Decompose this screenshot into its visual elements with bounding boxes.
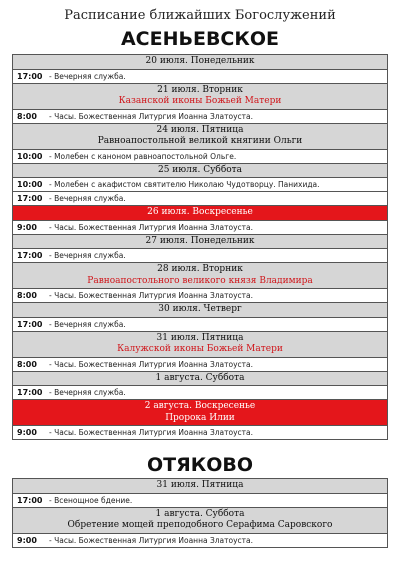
service-time: 10:00 (17, 151, 43, 161)
service-time: 8:00 (17, 111, 37, 121)
service-time: 9:00 (17, 428, 37, 437)
service-row (13, 386, 387, 400)
service-row (13, 494, 387, 508)
day-header-row (13, 235, 387, 250)
service-description: - Часы. Божественная Литургия Иоанна Златоуста. (49, 535, 254, 545)
day-date: 25 июля. Суббота (157, 164, 243, 175)
service-time: 10:00 (17, 180, 43, 189)
day-date: 24 июля. Пятница (156, 124, 244, 135)
service-description: - Вечерняя служба. (49, 388, 126, 397)
feast-name: Пророка Илии (165, 412, 235, 423)
day-date: 26 июля. Воскресенье (147, 207, 253, 217)
day-date: 1 августа. Суббота (155, 372, 245, 383)
page-title: Расписание ближайших Богослужений (64, 8, 336, 23)
day-date: 30 июля. Четверг (158, 304, 242, 314)
service-time: 17:00 (17, 194, 43, 203)
service-description: - Вечерняя служба. (49, 71, 126, 81)
day-header-row (13, 332, 387, 358)
service-row (13, 178, 387, 192)
service-row (13, 289, 387, 303)
day-header-row (13, 479, 387, 494)
day-header-row (13, 508, 387, 534)
feast-name: Казанской иконы Божьей Матери (118, 96, 282, 106)
day-header-row (13, 372, 387, 387)
day-date: 1 августа. Суббота (155, 508, 245, 519)
day-date: 2 августа. Воскресенье (144, 401, 256, 411)
service-description: - Всенощное бдение. (49, 495, 133, 505)
service-time: 9:00 (17, 222, 37, 232)
service-time: 17:00 (17, 71, 43, 81)
service-time: 17:00 (17, 388, 43, 397)
service-time: 17:00 (17, 251, 43, 260)
section-title-asenevskoe: АСЕНЬЕВСКОЕ (120, 28, 280, 50)
service-row (13, 110, 387, 124)
service-time: 8:00 (17, 291, 37, 300)
day-date: 31 июля. Пятница (156, 480, 244, 490)
service-time: 17:00 (17, 495, 43, 505)
service-description: - Молебен с акафистом святителю Николаю Чудотворцу. Панихида. (49, 180, 320, 189)
feast-name: Обретение мощей преподобного Серафима Саровского (67, 520, 333, 530)
service-time: 8:00 (17, 359, 37, 369)
schedule-table-otyakovo (12, 478, 388, 548)
service-row (13, 318, 387, 332)
service-description: - Часы. Божественная Литургия Иоанна Златоуста. (49, 359, 254, 369)
service-description: - Вечерняя служба. (49, 319, 126, 329)
day-date: 28 июля. Вторник (157, 264, 243, 274)
feast-name: Равноапостольной великой княгини Ольги (97, 136, 303, 146)
day-date: 21 июля. Вторник (157, 84, 243, 95)
service-description: - Вечерняя служба. (49, 194, 126, 203)
service-description: - Часы. Божественная Литургия Иоанна Златоуста. (49, 291, 254, 300)
service-row (13, 358, 387, 372)
day-header-row (13, 55, 387, 70)
day-header-row (13, 84, 387, 110)
day-date: 31 июля. Пятница (156, 332, 244, 343)
day-date: 20 июля. Понедельник (145, 56, 255, 66)
service-row (13, 70, 387, 84)
service-description: - Вечерняя служба. (49, 251, 126, 260)
schedule-table-asenevskoe (12, 54, 388, 440)
service-row (13, 221, 387, 235)
section-title-otyakovo: ОТЯКОВО (146, 454, 254, 476)
service-description: - Молебен с каноном равноапостольной Ольге. (49, 151, 237, 161)
day-header-row (13, 400, 387, 426)
service-time: 9:00 (17, 535, 37, 545)
day-header-row (13, 263, 387, 289)
service-row (13, 249, 387, 263)
feast-name: Равноапостольного великого князя Владимира (87, 275, 313, 286)
day-header-row (13, 164, 387, 179)
day-header-row (13, 124, 387, 150)
service-row (13, 150, 387, 164)
service-row (13, 192, 387, 206)
day-header-row (13, 206, 387, 221)
service-description: - Часы. Божественная Литургия Иоанна Златоуста. (49, 111, 254, 121)
day-header-row (13, 303, 387, 318)
service-description: - Часы. Божественная Литургия Иоанна Златоуста. (49, 222, 254, 232)
day-date: 27 июля. Понедельник (145, 235, 255, 246)
service-row (13, 534, 387, 548)
service-description: - Часы. Божественная Литургия Иоанна Златоуста. (49, 428, 254, 437)
service-time: 17:00 (17, 319, 43, 329)
feast-name: Калужской иконы Божьей Матери (117, 344, 283, 354)
service-row (13, 426, 387, 440)
